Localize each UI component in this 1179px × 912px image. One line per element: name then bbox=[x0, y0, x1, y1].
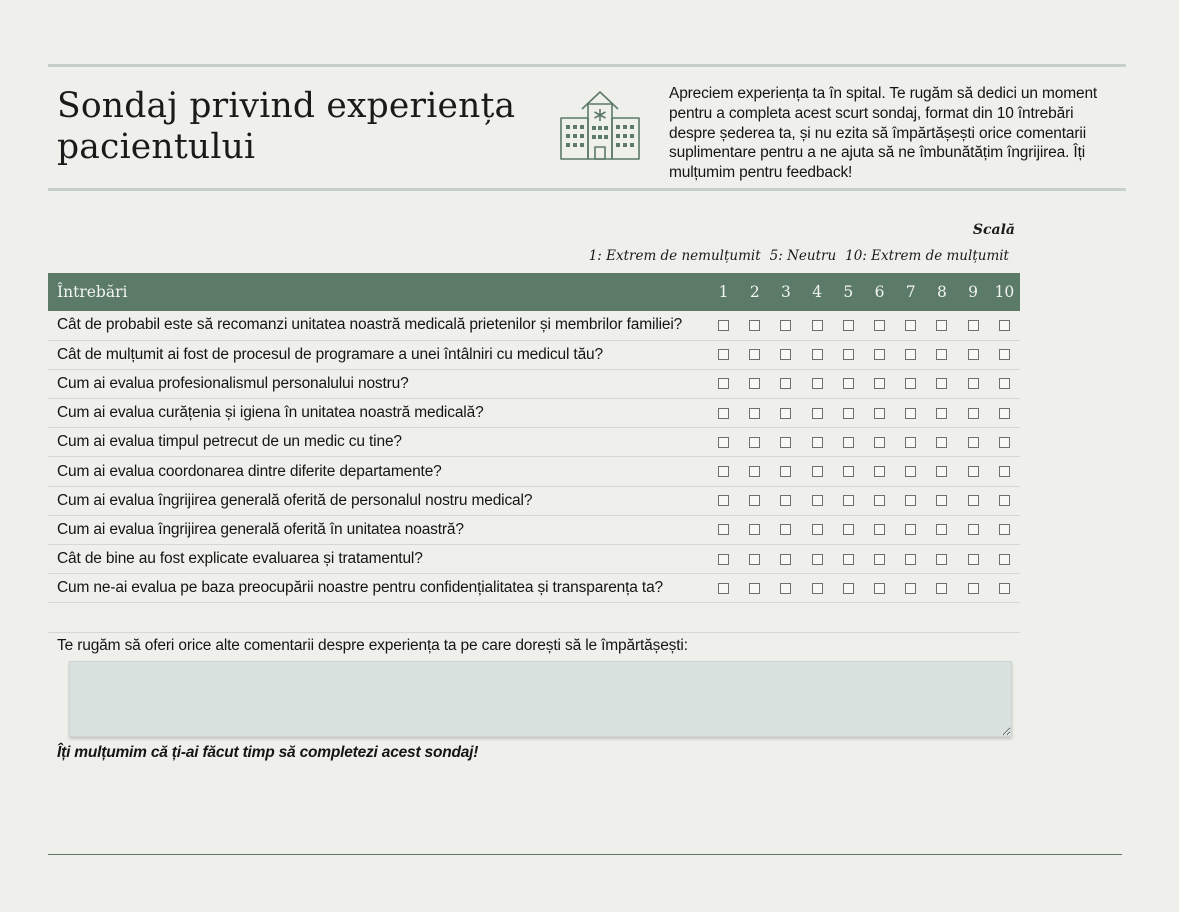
rating-cell bbox=[739, 457, 770, 486]
rating-cell bbox=[926, 311, 957, 340]
question-row bbox=[48, 399, 1020, 428]
rating-checkbox-9[interactable] bbox=[968, 495, 979, 506]
rating-checkbox-6[interactable] bbox=[874, 583, 885, 594]
rating-cell bbox=[739, 369, 770, 398]
rating-cell bbox=[926, 545, 957, 574]
rating-checkbox-3[interactable] bbox=[780, 320, 791, 331]
rating-checkbox-5[interactable] bbox=[843, 349, 854, 360]
rating-cell bbox=[708, 515, 739, 544]
rating-cell bbox=[708, 340, 739, 369]
rating-cell bbox=[802, 486, 833, 515]
question-row bbox=[48, 311, 1020, 340]
rating-cell bbox=[958, 574, 989, 603]
rating-checkbox-6[interactable] bbox=[874, 466, 885, 477]
rating-checkbox-2[interactable] bbox=[749, 437, 760, 448]
question-rows bbox=[48, 311, 1020, 633]
rating-checkbox-6[interactable] bbox=[874, 320, 885, 331]
rating-checkbox-10[interactable] bbox=[999, 349, 1010, 360]
rating-checkbox-1[interactable] bbox=[718, 349, 729, 360]
rating-checkbox-5[interactable] bbox=[843, 495, 854, 506]
rating-cell bbox=[895, 428, 926, 457]
rating-checkbox-8[interactable] bbox=[936, 466, 947, 477]
rating-cell bbox=[770, 428, 801, 457]
rating-cell bbox=[739, 515, 770, 544]
comments-prompt: Te rugăm să oferi orice alte comentarii despre experiența ta pe care dorești să le împărtășești: bbox=[57, 637, 688, 654]
question-text: Cum ne-ai evalua pe baza preocupării noastre pentru confidențialitatea și transparența ta? bbox=[48, 574, 708, 603]
scale-header-8: 8 bbox=[926, 273, 957, 311]
rating-cell bbox=[770, 369, 801, 398]
scale-header-7: 7 bbox=[895, 273, 926, 311]
scale-header-1: 1 bbox=[708, 273, 739, 311]
rating-cell bbox=[958, 311, 989, 340]
rating-checkbox-9[interactable] bbox=[968, 320, 979, 331]
question-text: Cum ai evalua îngrijirea generală oferită în unitatea noastră? bbox=[48, 515, 708, 544]
rating-checkbox-2[interactable] bbox=[749, 320, 760, 331]
rating-cell bbox=[895, 574, 926, 603]
rating-cell bbox=[989, 515, 1020, 544]
rating-checkbox-6[interactable] bbox=[874, 349, 885, 360]
rating-checkbox-3[interactable] bbox=[780, 554, 791, 565]
scale-header-4: 4 bbox=[802, 273, 833, 311]
rating-cell bbox=[926, 399, 957, 428]
rating-cell bbox=[770, 545, 801, 574]
rating-checkbox-10[interactable] bbox=[999, 495, 1010, 506]
rating-cell bbox=[895, 457, 926, 486]
rating-checkbox-4[interactable] bbox=[812, 495, 823, 506]
rating-cell bbox=[895, 515, 926, 544]
question-row bbox=[48, 486, 1020, 515]
question-text: Cât de probabil este să recomanzi unitatea noastră medicală prietenilor și membrilor familiei? bbox=[48, 311, 708, 340]
rating-checkbox-3[interactable] bbox=[780, 524, 791, 535]
rating-checkbox-3[interactable] bbox=[780, 437, 791, 448]
rating-cell bbox=[989, 545, 1020, 574]
rating-cell bbox=[770, 457, 801, 486]
rating-cell bbox=[802, 574, 833, 603]
rating-cell bbox=[708, 486, 739, 515]
rating-cell bbox=[989, 369, 1020, 398]
rating-cell bbox=[833, 515, 864, 544]
rating-checkbox-3[interactable] bbox=[780, 495, 791, 506]
question-row bbox=[48, 369, 1020, 398]
rating-checkbox-1[interactable] bbox=[718, 495, 729, 506]
rating-cell bbox=[989, 311, 1020, 340]
question-row bbox=[48, 428, 1020, 457]
rating-cell bbox=[739, 545, 770, 574]
rating-cell bbox=[708, 369, 739, 398]
rating-checkbox-7[interactable] bbox=[905, 437, 916, 448]
rating-checkbox-5[interactable] bbox=[843, 408, 854, 419]
rating-cell bbox=[833, 340, 864, 369]
rating-cell bbox=[895, 399, 926, 428]
rating-cell bbox=[895, 369, 926, 398]
rating-checkbox-4[interactable] bbox=[812, 378, 823, 389]
rating-cell bbox=[926, 340, 957, 369]
rating-checkbox-9[interactable] bbox=[968, 378, 979, 389]
rating-checkbox-8[interactable] bbox=[936, 524, 947, 535]
rating-checkbox-9[interactable] bbox=[968, 583, 979, 594]
rating-checkbox-10[interactable] bbox=[999, 378, 1010, 389]
rating-checkbox-5[interactable] bbox=[843, 524, 854, 535]
rating-checkbox-4[interactable] bbox=[812, 524, 823, 535]
thank-you-note: Îți mulțumim că ți-ai făcut timp să completezi acest sondaj! bbox=[57, 744, 479, 761]
rating-cell bbox=[770, 515, 801, 544]
rating-cell bbox=[958, 457, 989, 486]
rating-checkbox-4[interactable] bbox=[812, 466, 823, 477]
rating-checkbox-1[interactable] bbox=[718, 583, 729, 594]
rating-cell bbox=[802, 545, 833, 574]
rating-cell bbox=[989, 486, 1020, 515]
rating-checkbox-1[interactable] bbox=[718, 320, 729, 331]
rating-cell bbox=[739, 428, 770, 457]
rating-cell bbox=[864, 457, 895, 486]
rating-checkbox-1[interactable] bbox=[718, 437, 729, 448]
rating-cell bbox=[926, 369, 957, 398]
rating-cell bbox=[864, 311, 895, 340]
rating-checkbox-5[interactable] bbox=[843, 437, 854, 448]
rating-cell bbox=[958, 486, 989, 515]
rating-checkbox-3[interactable] bbox=[780, 583, 791, 594]
rating-checkbox-10[interactable] bbox=[999, 320, 1010, 331]
rating-checkbox-10[interactable] bbox=[999, 524, 1010, 535]
intro-text: Apreciem experiența ta în spital. Te rugăm să dedici un moment pentru a completa acest scurt sondaj, format din 10 întrebări despre șederea ta, și nu ezita să împărtășești orice comentarii suplimentare pentru a ne ajuta să ne îmbunătățim îngrijirea. Îți mulțumim pentru feedback! bbox=[669, 85, 1098, 182]
rating-checkbox-2[interactable] bbox=[749, 349, 760, 360]
rating-checkbox-9[interactable] bbox=[968, 349, 979, 360]
title-line-2: pacientului bbox=[57, 127, 256, 167]
top-divider bbox=[48, 64, 1126, 67]
rating-checkbox-6[interactable] bbox=[874, 378, 885, 389]
rating-checkbox-7[interactable] bbox=[905, 583, 916, 594]
rating-cell bbox=[770, 486, 801, 515]
table-spacer-cell bbox=[48, 603, 1020, 633]
rating-checkbox-8[interactable] bbox=[936, 554, 947, 565]
rating-cell bbox=[802, 369, 833, 398]
rating-cell bbox=[770, 340, 801, 369]
rating-cell bbox=[770, 399, 801, 428]
rating-cell bbox=[926, 457, 957, 486]
rating-cell bbox=[708, 457, 739, 486]
scale-header-5: 5 bbox=[833, 273, 864, 311]
scale-header-6: 6 bbox=[864, 273, 895, 311]
table-header-row bbox=[48, 273, 1020, 311]
question-text: Cât de bine au fost explicate evaluarea și tratamentul? bbox=[48, 545, 708, 574]
scale-header-10: 10 bbox=[989, 273, 1020, 311]
page-title bbox=[57, 86, 537, 168]
rating-checkbox-6[interactable] bbox=[874, 495, 885, 506]
rating-cell bbox=[708, 574, 739, 603]
hospital-icon bbox=[558, 89, 642, 161]
question-row bbox=[48, 340, 1020, 369]
question-text: Cum ai evalua coordonarea dintre diferite departamente? bbox=[48, 457, 708, 486]
rating-checkbox-8[interactable] bbox=[936, 378, 947, 389]
rating-cell bbox=[739, 340, 770, 369]
rating-checkbox-5[interactable] bbox=[843, 378, 854, 389]
rating-cell bbox=[895, 486, 926, 515]
question-text: Cum ai evalua timpul petrecut de un medic cu tine? bbox=[48, 428, 708, 457]
rating-cell bbox=[895, 545, 926, 574]
table-spacer-row bbox=[48, 603, 1020, 633]
rating-cell bbox=[958, 399, 989, 428]
rating-cell bbox=[833, 399, 864, 428]
rating-checkbox-4[interactable] bbox=[812, 408, 823, 419]
rating-checkbox-6[interactable] bbox=[874, 524, 885, 535]
rating-checkbox-9[interactable] bbox=[968, 437, 979, 448]
rating-cell bbox=[989, 574, 1020, 603]
rating-cell bbox=[926, 486, 957, 515]
rating-cell bbox=[864, 399, 895, 428]
rating-cell bbox=[864, 428, 895, 457]
rating-cell bbox=[958, 515, 989, 544]
rating-cell bbox=[989, 399, 1020, 428]
rating-checkbox-9[interactable] bbox=[968, 554, 979, 565]
rating-checkbox-6[interactable] bbox=[874, 554, 885, 565]
rating-cell bbox=[802, 311, 833, 340]
rating-checkbox-8[interactable] bbox=[936, 495, 947, 506]
rating-cell bbox=[864, 545, 895, 574]
rating-checkbox-2[interactable] bbox=[749, 495, 760, 506]
rating-checkbox-3[interactable] bbox=[780, 378, 791, 389]
scale-header-3: 3 bbox=[770, 273, 801, 311]
rating-checkbox-4[interactable] bbox=[812, 583, 823, 594]
rating-checkbox-6[interactable] bbox=[874, 437, 885, 448]
rating-cell bbox=[895, 311, 926, 340]
rating-checkbox-3[interactable] bbox=[780, 408, 791, 419]
scale-legend-high: 10: Extrem de mulțumit bbox=[845, 248, 1009, 264]
rating-checkbox-10[interactable] bbox=[999, 583, 1010, 594]
rating-checkbox-2[interactable] bbox=[749, 554, 760, 565]
rating-checkbox-4[interactable] bbox=[812, 554, 823, 565]
rating-checkbox-5[interactable] bbox=[843, 554, 854, 565]
rating-cell bbox=[833, 574, 864, 603]
question-text: Cum ai evalua curățenia și igiena în unitatea noastră medicală? bbox=[48, 399, 708, 428]
rating-checkbox-1[interactable] bbox=[718, 408, 729, 419]
rating-cell bbox=[739, 311, 770, 340]
rating-cell bbox=[833, 486, 864, 515]
rating-checkbox-7[interactable] bbox=[905, 378, 916, 389]
rating-cell bbox=[708, 399, 739, 428]
survey-table bbox=[48, 273, 1020, 633]
rating-checkbox-8[interactable] bbox=[936, 320, 947, 331]
rating-cell bbox=[833, 428, 864, 457]
question-text: Cum ai evalua îngrijirea generală oferită de personalul nostru medical? bbox=[48, 486, 708, 515]
rating-cell bbox=[926, 574, 957, 603]
rating-checkbox-2[interactable] bbox=[749, 408, 760, 419]
scale-title: Scală bbox=[972, 222, 1015, 238]
scale-legend bbox=[580, 248, 1009, 264]
rating-checkbox-1[interactable] bbox=[718, 554, 729, 565]
rating-cell bbox=[989, 340, 1020, 369]
rating-cell bbox=[833, 369, 864, 398]
rating-cell bbox=[864, 340, 895, 369]
rating-checkbox-7[interactable] bbox=[905, 408, 916, 419]
questions-header: Întrebări bbox=[48, 273, 708, 311]
rating-checkbox-4[interactable] bbox=[812, 320, 823, 331]
rating-cell bbox=[864, 515, 895, 544]
rating-checkbox-8[interactable] bbox=[936, 583, 947, 594]
question-text: Cât de mulțumit ai fost de procesul de programare a unei întâlniri cu medicul tău? bbox=[48, 340, 708, 369]
rating-checkbox-1[interactable] bbox=[718, 466, 729, 477]
rating-checkbox-7[interactable] bbox=[905, 320, 916, 331]
question-row bbox=[48, 545, 1020, 574]
rating-checkbox-2[interactable] bbox=[749, 524, 760, 535]
rating-checkbox-10[interactable] bbox=[999, 408, 1010, 419]
rating-cell bbox=[989, 457, 1020, 486]
rating-cell bbox=[708, 545, 739, 574]
rating-cell bbox=[739, 574, 770, 603]
rating-cell bbox=[926, 428, 957, 457]
rating-cell bbox=[770, 574, 801, 603]
rating-cell bbox=[802, 428, 833, 457]
rating-cell bbox=[802, 399, 833, 428]
rating-cell bbox=[958, 545, 989, 574]
footer-divider bbox=[48, 854, 1122, 855]
rating-checkbox-8[interactable] bbox=[936, 349, 947, 360]
rating-cell bbox=[833, 545, 864, 574]
question-row bbox=[48, 574, 1020, 603]
rating-checkbox-10[interactable] bbox=[999, 554, 1010, 565]
scale-header-9: 9 bbox=[958, 273, 989, 311]
question-text: Cum ai evalua profesionalismul personalului nostru? bbox=[48, 369, 708, 398]
rating-cell bbox=[895, 340, 926, 369]
rating-cell bbox=[739, 486, 770, 515]
rating-cell bbox=[802, 340, 833, 369]
rating-cell bbox=[833, 457, 864, 486]
rating-checkbox-1[interactable] bbox=[718, 378, 729, 389]
rating-checkbox-9[interactable] bbox=[968, 524, 979, 535]
rating-checkbox-8[interactable] bbox=[936, 408, 947, 419]
rating-checkbox-10[interactable] bbox=[999, 437, 1010, 448]
rating-cell bbox=[958, 369, 989, 398]
rating-cell bbox=[739, 399, 770, 428]
rating-cell bbox=[864, 369, 895, 398]
rating-checkbox-2[interactable] bbox=[749, 378, 760, 389]
rating-cell bbox=[770, 311, 801, 340]
rating-cell bbox=[958, 340, 989, 369]
rating-checkbox-5[interactable] bbox=[843, 320, 854, 331]
rating-checkbox-9[interactable] bbox=[968, 408, 979, 419]
rating-checkbox-7[interactable] bbox=[905, 349, 916, 360]
rating-cell bbox=[708, 311, 739, 340]
scale-header-2: 2 bbox=[739, 273, 770, 311]
rating-checkbox-4[interactable] bbox=[812, 349, 823, 360]
rating-checkbox-7[interactable] bbox=[905, 554, 916, 565]
rating-checkbox-5[interactable] bbox=[843, 466, 854, 477]
rating-checkbox-5[interactable] bbox=[843, 583, 854, 594]
rating-checkbox-3[interactable] bbox=[780, 349, 791, 360]
rating-checkbox-3[interactable] bbox=[780, 466, 791, 477]
rating-checkbox-2[interactable] bbox=[749, 583, 760, 594]
rating-cell bbox=[926, 515, 957, 544]
rating-cell bbox=[958, 428, 989, 457]
header-divider bbox=[48, 188, 1126, 191]
rating-checkbox-7[interactable] bbox=[905, 524, 916, 535]
rating-checkbox-9[interactable] bbox=[968, 466, 979, 477]
rating-cell bbox=[989, 428, 1020, 457]
rating-checkbox-4[interactable] bbox=[812, 437, 823, 448]
rating-checkbox-7[interactable] bbox=[905, 466, 916, 477]
rating-cell bbox=[864, 486, 895, 515]
rating-cell bbox=[833, 311, 864, 340]
rating-cell bbox=[802, 515, 833, 544]
scale-legend-low: 1: Extrem de nemulțumit bbox=[588, 248, 761, 264]
rating-checkbox-6[interactable] bbox=[874, 408, 885, 419]
rating-cell bbox=[864, 574, 895, 603]
rating-checkbox-10[interactable] bbox=[999, 466, 1010, 477]
rating-checkbox-7[interactable] bbox=[905, 495, 916, 506]
title-line-1: Sondaj privind experiența bbox=[57, 86, 516, 126]
rating-checkbox-1[interactable] bbox=[718, 524, 729, 535]
rating-cell bbox=[802, 457, 833, 486]
rating-cell bbox=[708, 428, 739, 457]
rating-checkbox-8[interactable] bbox=[936, 437, 947, 448]
question-row bbox=[48, 515, 1020, 544]
rating-checkbox-2[interactable] bbox=[749, 466, 760, 477]
comments-textarea[interactable] bbox=[69, 661, 1012, 737]
question-row bbox=[48, 457, 1020, 486]
scale-legend-mid: 5: Neutru bbox=[769, 248, 837, 264]
